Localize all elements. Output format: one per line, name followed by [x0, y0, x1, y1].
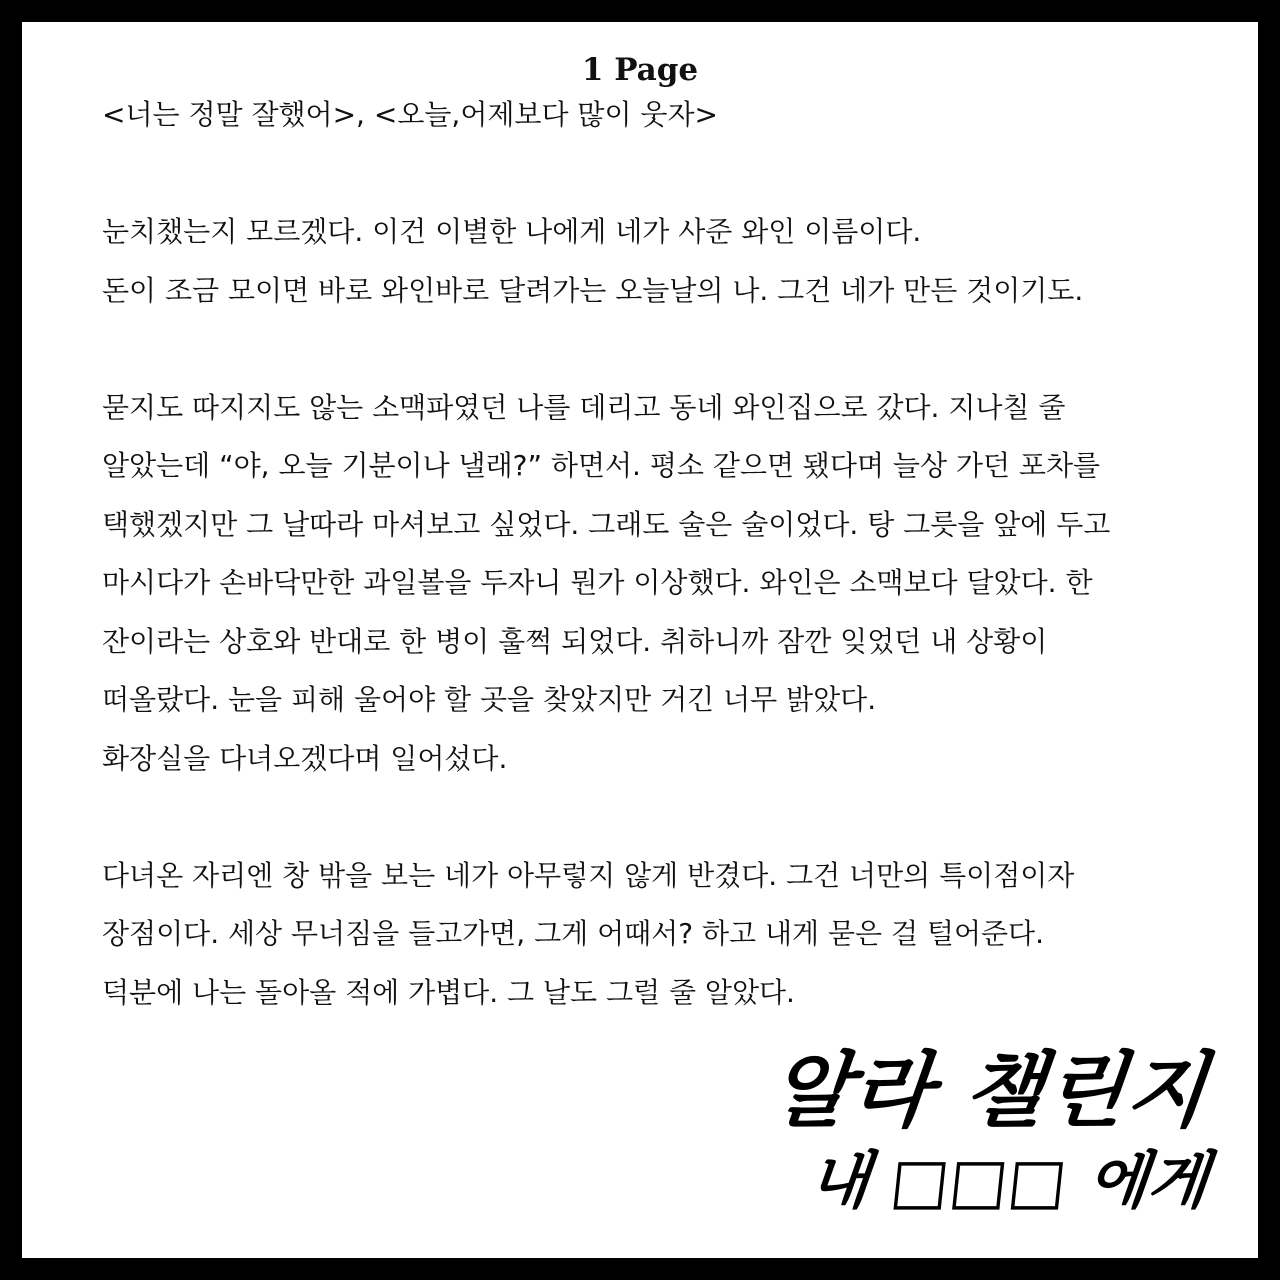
paragraph-gap: [102, 320, 1222, 379]
text-line: 묻지도 따지지도 않는 소맥파였던 나를 데리고 동네 와인집으로 갔다. 지나칠 줄: [102, 390, 1066, 424]
text-line: 화장실을 다녀오겠다며 일어섰다.: [102, 741, 508, 775]
page-frame: [22, 22, 1258, 1258]
text-line: <너는 정말 잘했어>, <오늘,어제보다 많이 웃자>: [102, 98, 718, 131]
logo-title: 알라 챌린지: [766, 1044, 1214, 1139]
logo-subtitle: 내 □□□ 에게: [805, 1144, 1212, 1217]
text-line: 떠올랐다. 눈을 피해 울어야 할 곳을 찾았지만 거긴 너무 밝았다.: [102, 683, 877, 716]
challenge-logo: [766, 1042, 1214, 1220]
text-line: 알았는데 “야, 오늘 기분이나 낼래?” 하면서. 평소 같으면 됐다며 늘상 가던 포차를: [102, 449, 1101, 482]
text-line: 마시다가 손바닥만한 과일볼을 두자니 뭔가 이상했다. 와인은 소맥보다 달았다. 한: [102, 566, 1093, 599]
text-line: 덕분에 나는 돌아올 적에 가볍다. 그 날도 그럴 줄 알았다.: [102, 975, 795, 1009]
text-line: 눈치챘는지 모르겠다. 이건 이별한 나에게 네가 사준 와인 이름이다.: [102, 215, 922, 248]
text-line: 다녀온 자리엔 창 밖을 보는 네가 아무렇지 않게 반겼다. 그건 너만의 특이점이자: [102, 858, 1075, 892]
text-line: 택했겠지만 그 날따라 마셔보고 싶었다. 그래도 술은 술이었다. 탕 그릇을 앞에 두고: [102, 507, 1111, 541]
text-line: 잔이라는 상호와 반대로 한 병이 훌쩍 되었다. 취하니까 잠깐 잊었던 내 상황이: [102, 624, 1048, 658]
paragraph-gap: [102, 788, 1222, 847]
text-line: 돈이 조금 모이면 바로 와인바로 달려가는 오늘날의 나. 그건 네가 만든 것이기도.: [102, 273, 1084, 307]
essay-body: [102, 86, 1222, 1022]
paragraph-gap: [102, 145, 1222, 204]
page-title: 1 Page: [581, 52, 699, 88]
text-line: 장점이다. 세상 무너짐을 들고가면, 그게 어때서? 하고 내게 묻은 걸 털어준다.: [102, 917, 1045, 950]
